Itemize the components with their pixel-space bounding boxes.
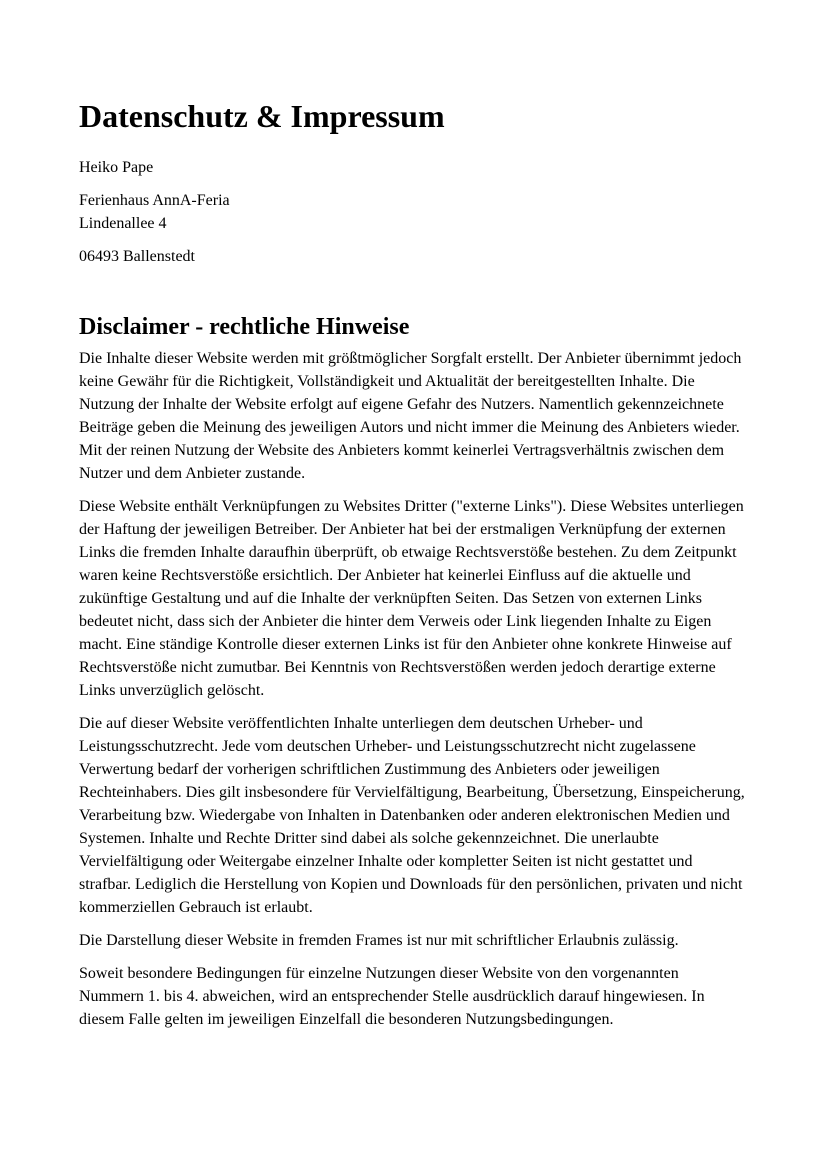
city-address: 06493 Ballenstedt xyxy=(79,248,195,265)
page-title: Datenschutz & Impressum xyxy=(79,98,445,134)
disclaimer-body xyxy=(79,347,747,1031)
disclaimer-heading: Disclaimer - rechtliche Hinweise xyxy=(79,314,410,340)
disclaimer-paragraph: Die auf dieser Website veröffentlichten Inhalte unterliegen dem deutschen Urheber- und Leistungsschutzrecht. Jede vom deutschen Urheber- und Leistungsschutzrecht nicht zugelassene Verwertung bedarf der vorherigen schriftlichen Zustimmung des Anbieters oder jeweiligen Rechteinhabers. Dies gilt insbesondere für Vervielfältigung, Bearbeitung, Übersetzung, Einspeicherung, Verarbeitung bzw. Wiedergabe von Inhalten in Datenbanken oder anderen elektronischen Medien und Systemen. Inhalte und Rechte Dritter sind dabei als solche gekennzeichnet. Die unerlaubte Vervielfältigung oder Weitergabe einzelner Inhalte oder kompletter Seiten ist nicht gestattet und strafbar. Lediglich die Herstellung von Kopien und Downloads für den persönlichen, privaten und nicht kommerziellen Gebrauch ist erlaubt. xyxy=(79,715,745,916)
disclaimer-paragraph: Die Darstellung dieser Website in fremden Frames ist nur mit schriftlicher Erlaubnis zulässig. xyxy=(79,932,679,949)
address-block xyxy=(79,156,747,268)
owner-name: Heiko Pape xyxy=(79,159,154,176)
street-address: Lindenallee 4 xyxy=(79,215,167,232)
document-page xyxy=(79,0,747,1041)
disclaimer-paragraph: Die Inhalte dieser Website werden mit größtmöglicher Sorgfalt erstellt. Der Anbieter übernimmt jedoch keine Gewähr für die Richtigkeit, Vollständigkeit und Aktualität der bereitgestellten Inhalte. Die Nutzung der Inhalte der Website erfolgt auf eigene Gefahr des Nutzers. Namentlich gekennzeichnete Beiträge geben die Meinung des jeweiligen Autors und nicht immer die Meinung des Anbieters wieder. Mit der reinen Nutzung der Website des Anbieters kommt keinerlei Vertragsverhältnis zwischen dem Nutzer und dem Anbieter zustande. xyxy=(79,350,742,482)
business-address xyxy=(79,189,747,235)
disclaimer-paragraph: Diese Website enthält Verknüpfungen zu Websites Dritter ("externe Links"). Diese Websites unterliegen der Haftung der jeweiligen Betreiber. Der Anbieter hat bei der erstmaligen Verknüpfung der externen Links die fremden Inhalte daraufhin überprüft, ob etwaige Rechtsverstöße bestehen. Zu dem Zeitpunkt waren keine Rechtsverstöße ersichtlich. Der Anbieter hat keinerlei Einfluss auf die aktuelle und zukünftige Gestaltung und auf die Inhalte der verknüpften Seiten. Das Setzen von externen Links bedeutet nicht, dass sich der Anbieter die hinter dem Verweis oder Link liegenden Inhalte zu Eigen macht. Eine ständige Kontrolle dieser externen Links ist für den Anbieter ohne konkrete Hinweise auf Rechtsverstöße nicht zumutbar. Bei Kenntnis von Rechtsverstößen werden jedoch derartige externe Links unverzüglich gelöscht. xyxy=(79,498,744,699)
business-name: Ferienhaus AnnA-Feria xyxy=(79,192,230,209)
disclaimer-paragraph: Soweit besondere Bedingungen für einzelne Nutzungen dieser Website von den vorgenannten Nummern 1. bis 4. abweichen, wird an entsprechender Stelle ausdrücklich darauf hingewiesen. In diesem Falle gelten im jeweiligen Einzelfall die besonderen Nutzungsbedingungen. xyxy=(79,965,705,1028)
